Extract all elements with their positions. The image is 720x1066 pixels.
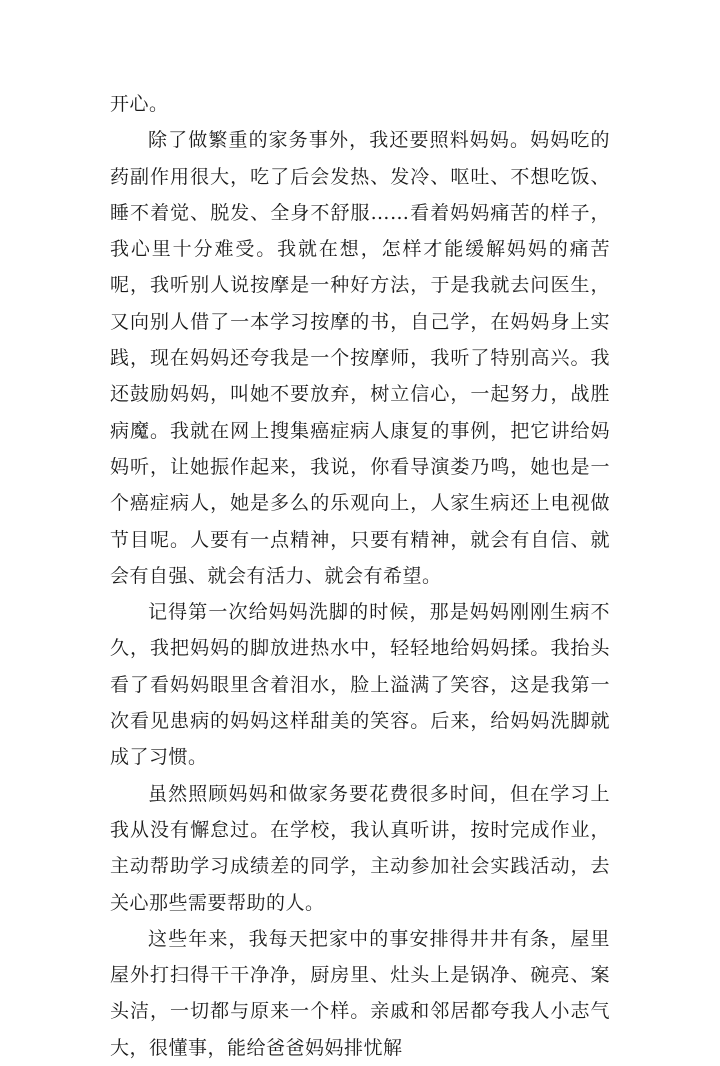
- paragraph-massage-care: 除了做繁重的家务事外，我还要照料妈妈。妈妈吃的药副作用很大，吃了后会发热、发冷、呕吐、不想吃饭、睡不着觉、脱发、全身不舒服……看着妈妈痛苦的样子，我心里十分难受。我就在想，怎样才能缓解妈妈的痛苦呢，我听别人说按摩是一种好方法，于是我就去问医生，又向别人借了一本学习按摩的书，自己学，在妈妈身上实践，现在妈妈还夸我是一个按摩师，我听了特别高兴。我还鼓励妈妈，叫她不要放弃，树立信心，一起努力，战胜病魔。我就在网上搜集癌症病人康复的事例，把它讲给妈妈听，让她振作起来，我说，你看导演娄乃鸣，她也是一个癌症病人，她是多么的乐观向上，人家生病还上电视做节目呢。人要有一点精神，只要有精神，就会有自信、就会有自强、就会有活力、就会有希望。: [110, 129, 610, 587]
- paragraph-study: 虽然照顾妈妈和做家务要花费很多时间，但在学习上我从没有懈怠过。在学校，我认真听讲，按时完成作业，主动帮助学习成绩差的同学，主动参加社会实践活动，去关心那些需要帮助的人。: [110, 782, 610, 914]
- document-body: [110, 86, 610, 1066]
- paragraph-foot-washing: 记得第一次给妈妈洗脚的时候，那是妈妈刚刚生病不久，我把妈妈的脚放进热水中，轻轻地给妈妈揉。我抬头看了看妈妈眼里含着泪水，脸上溢满了笑容，这是我第一次看见患病的妈妈这样甜美的笑容。后来，给妈妈洗脚就成了习惯。: [110, 601, 610, 769]
- paragraph-continuation: 开心。: [110, 93, 169, 115]
- paragraph-housework: 这些年来，我每天把家中的事安排得井井有条，屋里屋外打扫得干干净净，厨房里、灶头上是锅净、碗亮、案头洁，一切都与原来一个样。亲戚和邻居都夸我人小志气大，很懂事，能给爸爸妈妈排忧解: [110, 927, 610, 1059]
